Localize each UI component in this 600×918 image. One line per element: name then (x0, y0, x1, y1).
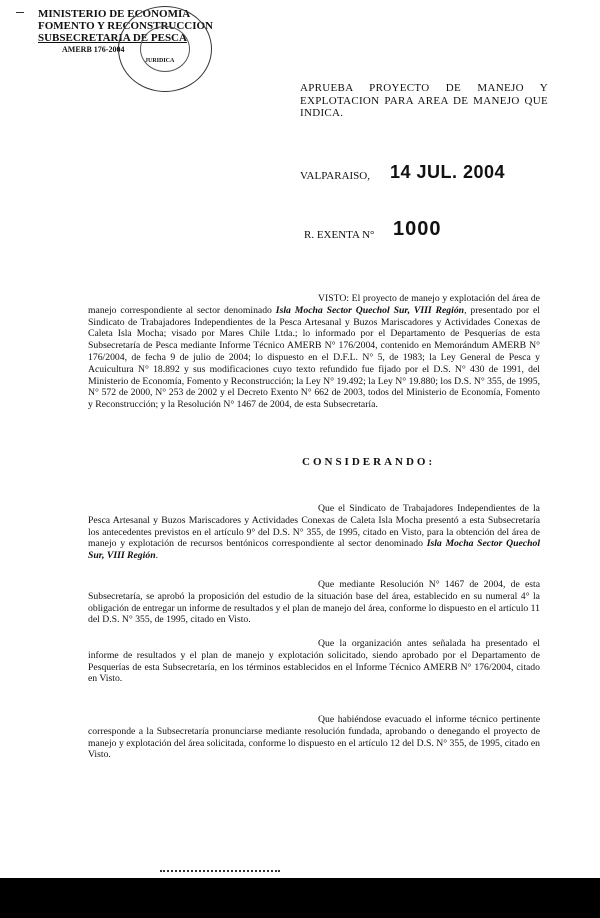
official-stamp-inner (140, 26, 190, 72)
considerando-p1-end: . (155, 550, 158, 562)
resolution-number: 1000 (393, 218, 442, 240)
scan-border (0, 878, 600, 918)
considerando-paragraph-2 (88, 579, 540, 626)
considerando-p2-text: Que mediante Resolución N° 1467 de 2004, de esta Subsecretaría, se aprobó la proposición del estudio de la situación base del área, establecido en su numeral 4° la obligación de entregar un informe de resultados y el plan de manejo del área, conforme lo dispuesto en el artículo 11 del D.S. N° 355, de 1995, citado en Visto. (88, 579, 540, 626)
margin-mark (16, 12, 24, 13)
considerando-paragraph-4 (88, 714, 540, 761)
visto-lead: VISTO: (318, 293, 350, 304)
amerb-reference: AMERB 176-2004 (62, 45, 125, 54)
ministry-line-1: MINISTERIO DE ECONOMIA (38, 8, 191, 20)
considerando-heading: CONSIDERANDO: (302, 456, 436, 468)
place-label: VALPARAISO, (300, 170, 370, 182)
ministry-line-3: SUBSECRETARIA DE PESCA (38, 32, 187, 44)
considerando-paragraph-1 (88, 503, 540, 562)
resolution-label: R. EXENTA N° (304, 229, 375, 241)
considerando-paragraph-3 (88, 638, 540, 685)
considerando-p1-text: Que el Sindicato de Trabajadores Independientes de la Pesca Artesanal y Buzos Mariscadores y Actividades Conexas de Caleta Isla Mocha presentó a esta Subsecretaría los antecedentes previstos en el artículo 9° del D.S. N° 355, de 1995, citado en Visto, para la obtención del área de manejo y explotación de recursos bentónicos correspondiente al sector denominado (88, 503, 540, 550)
resolution-title: APRUEBA PROYECTO DE MANEJO Y EXPLOTACION PARA AREA DE MANEJO QUE INDICA. (300, 82, 548, 119)
resolution-date: 14 JUL. 2004 (390, 162, 506, 182)
considerando-p3-text: Que la organización antes señalada ha presentado el informe de resultados y el plan de manejo y explotación solicitado, siendo aprobado por el Departamento de Pesquerías de esta Subsecretaría, en los términos establecidos en el Informe Técnico AMERB N° 176/2004, citado en Visto. (88, 638, 540, 685)
considerando-p4-text: Que habiéndose evacuado el informe técnico pertinente corresponde a la Subsecretaría pronunciarse mediante resolución fundada, aprobando o denegando el proyecto de manejo y explotación del área solicitada, conforme lo dispuesto en el artículo 12 del D.S. N° 355, de 1995, citado en Visto. (88, 714, 540, 761)
visto-text-a: El proyecto de manejo y explotación del área de manejo correspondiente al sector denominado (88, 293, 540, 316)
ministry-line-2: FOMENTO Y RECONSTRUCCION (38, 20, 213, 32)
visto-sector: Isla Mocha Sector Quechol Sur, VIII Región (275, 304, 465, 316)
visto-paragraph (88, 293, 540, 411)
visto-text-b: , presentado por el Sindicato de Trabajadores Independientes de la Pesca Artesanal y Buzos Mariscadores y Actividades Conexas de Caleta Isla Mocha; visado por Mares Chile Ltda.; lo informado por el Departamento de Pesquerías de esta Subsecretaría de Pesca mediante Informe Técnico AMERB N° 176/2004, contenido en Memorándum AMERB N° 176/2004, de fecha 9 de julio de 2004; lo dispuesto en el D.F.L. N° 5, de 1983; la Ley General de Pesca y Acuicultura N° 18.892 y sus modificaciones cuyo texto refundido fue fijado por el D.S. N° 430 de 1991, del Ministerio de Economía, Fomento y Reconstrucción; la Ley N° 19.492; la Ley N° 19.880; los D.S. N° 355, de 1995, N° 572 de 2000, N° 253 de 2002 y el Decreto Exento N° 662 de 2003, todos del Ministerio de Economía, Fomento y Reconstrucción; y la Resolución N° 1467 de 2004, de esta Subsecretaría. (88, 304, 540, 411)
considerando-p1-sector: Isla Mocha Sector Quechol Sur, VIII Región (88, 538, 541, 562)
stamp-label: JURIDICA (145, 58, 175, 64)
